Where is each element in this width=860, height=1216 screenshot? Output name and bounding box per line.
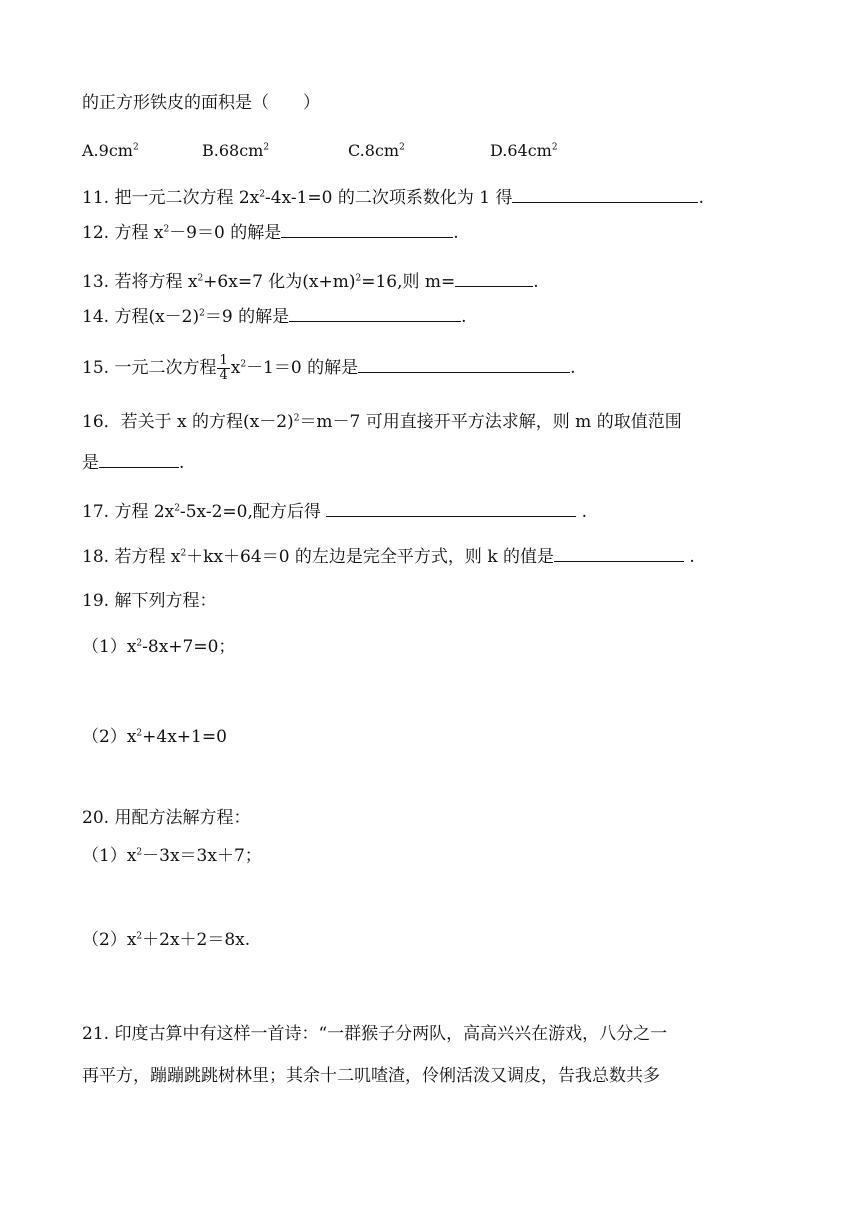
answer-blank[interactable] [455,270,533,287]
question-17: 17. 方程 $2x^2-5x-2=0$,配方后得 . [82,502,588,522]
fraction-one-quarter: $\frac{1}{4}$ [219,353,228,383]
answer-blank[interactable] [281,221,453,238]
answer-blank[interactable] [99,451,179,468]
question-10-tail: 的正方形铁皮的面积是（ ） [82,93,320,113]
question-21-line-2: 再平方，蹦蹦跳跳树林里；其余十二叽喳渣，伶俐活泼又调皮，告我总数共多 [82,1066,660,1086]
question-16-line-2: 是 . [82,453,185,473]
question-18: 18. 若方程 $x^2+kx+64=0$ 的左边是完全平方式，则 k 的值是 . [82,547,695,567]
option-c: $C.8cm^2$ [348,141,405,160]
answer-blank[interactable] [289,305,461,322]
question-19-part-2: $(2)x^2+4x+1=0$ [82,727,227,747]
question-11: 11. 把一元二次方程 $2x^2-4x-1=0$ 的二次项系数化为 1 得 . [82,188,704,208]
question-20-part-2: $(2)x^2+2x+2=8x$. [82,930,251,950]
question-20-title: 20. 用配方法解方程： [82,808,251,828]
answer-blank[interactable] [358,356,570,373]
answer-blank[interactable] [512,186,698,203]
question-15: 15. 一元二次方程 $\frac{1}{4}$ $x^2-1=0$ 的解是 . [82,353,576,383]
answer-blank[interactable] [554,545,684,562]
question-13: 13. 若将方程 $x^2+6x=7$ 化为$(x+m)^2=16$,则 m= . [82,272,539,292]
question-12: 12. 方程 $x^2-9=0$ 的解是 . [82,223,459,243]
question-20-part-1: $(1)x^2-3x=3x+7$； [82,846,262,866]
option-b: $B.68cm^2$ [202,141,270,160]
answer-blank[interactable] [326,500,576,517]
option-d: $D.64cm^2$ [490,141,558,160]
question-16: 16．若关于 x 的方程$(x-2)^2=m-7$ 可用直接开平方法求解，则 m 的取值范围 [82,412,682,432]
option-a: $A.9cm^2$ [82,141,139,160]
question-19-part-1: $(1)x^2-8x+7=0$； [82,637,236,657]
question-14: 14. 方程$(x-2)^2=9$ 的解是 . [82,307,467,327]
question-19-title: 19. 解下列方程： [82,591,217,611]
question-21-line-1: 21. 印度古算中有这样一首诗：“一群猴子分两队，高高兴兴在游戏，八分之一 [82,1024,668,1044]
